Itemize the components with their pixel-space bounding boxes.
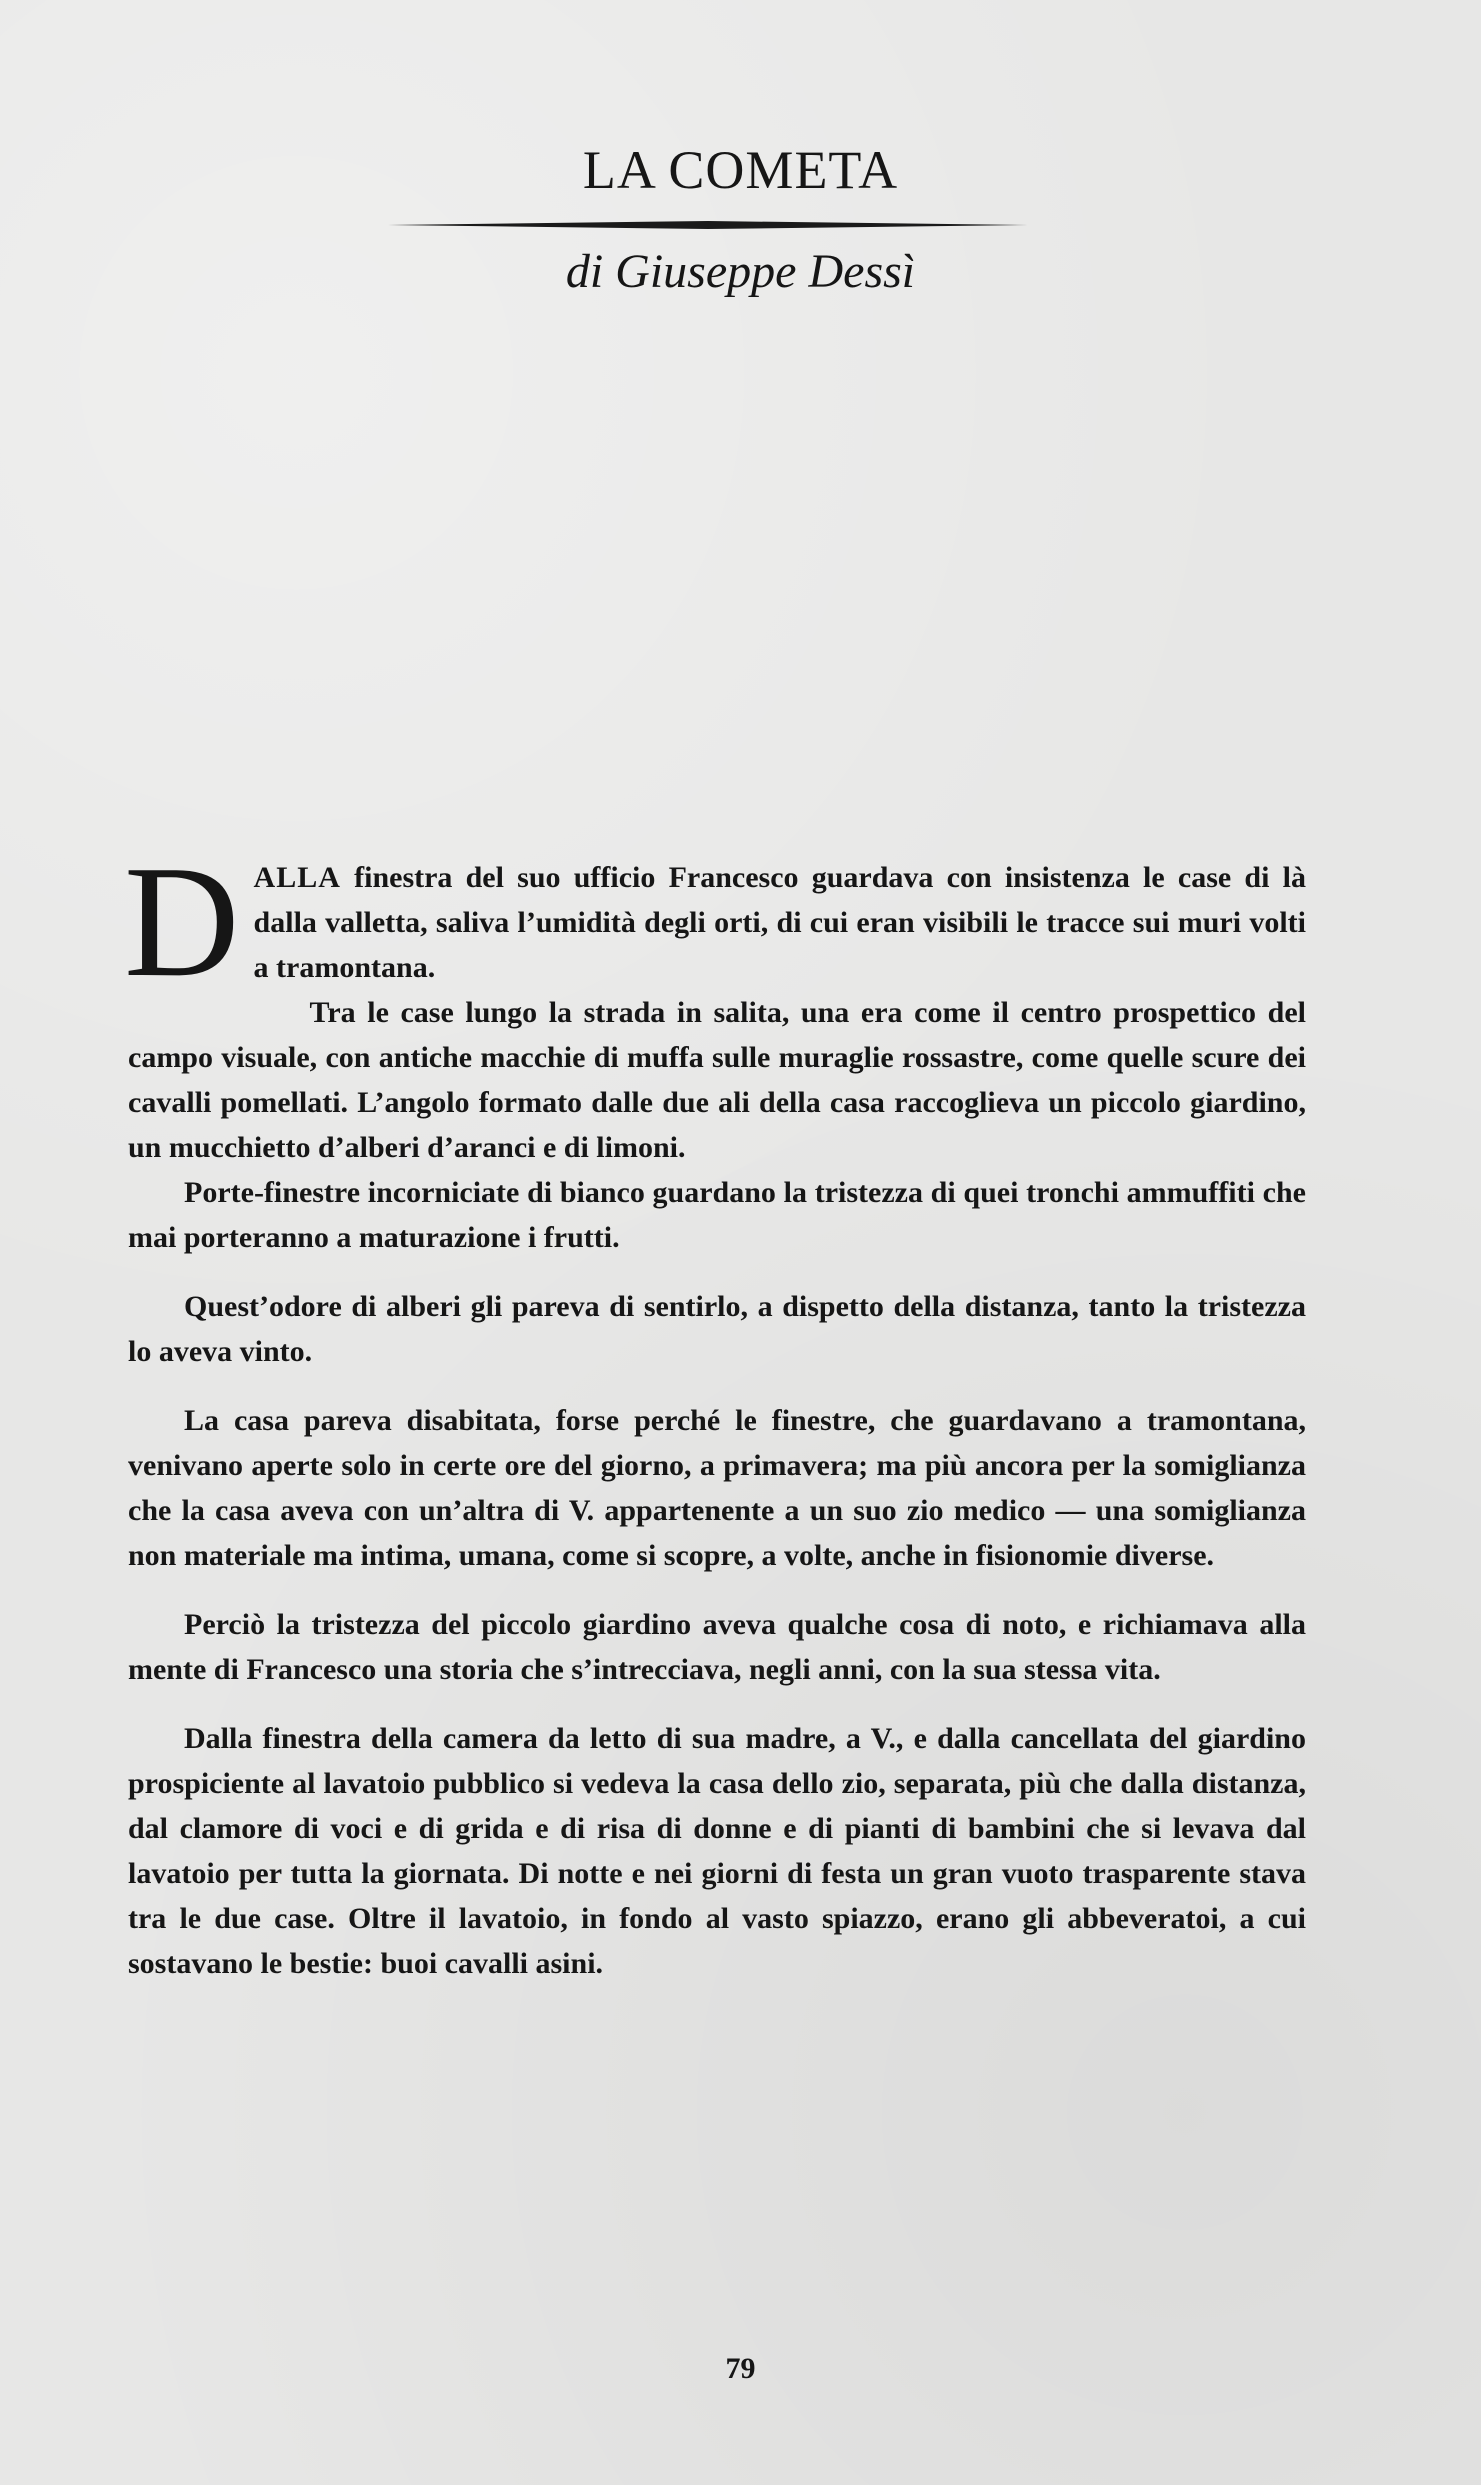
paragraph-4: Quest’odore di alberi gli pareva di sentirlo, a dispetto della distanza, tanto la tristezza lo aveva vinto. — [128, 1290, 1306, 1368]
paragraph-lead: ALLA — [253, 861, 341, 894]
article-body — [124, 832, 1306, 1986]
paragraph-2: Tra le case lungo la strada in salita, una era come il centro prospettico del campo visuale, con antiche macchie di muffa sulle muraglie rossastre, come quelle scure dei cavalli pomellati. L’angolo formato dalle due ali della casa raccoglieva un piccolo giardino, un mucchietto d’alberi d’aranci e di limoni. — [128, 996, 1306, 1164]
article-title: LA COMETA — [582, 140, 899, 200]
article-author: di Giuseppe Dessì — [565, 245, 916, 298]
paragraph-7: Dalla finestra della camera da letto di sua madre, a V., e dalla cancellata del giardino prospiciente al lavatoio pubblico si vedeva la casa dello zio, separata, più che dalla distanza, dal clamore di voci e di grida e di risa di donne e di pianti di bambini che si levava dal lavatoio per tutta la giornata. Di notte e nei giorni di festa un gran vuoto trasparente stava tra le due case. Oltre il lavatoio, in fondo al vasto spiazzo, erano gli abbeveratoi, a cui sostavano le bestie: buoi cavalli asini. — [128, 1722, 1306, 1980]
paragraph-1 — [124, 832, 1306, 1010]
paragraph-1-text: finestra del suo ufficio Francesco guardava con insistenza le case di là dalla valletta, saliva l’umidità degli orti, di cui eran visibili le tracce sui muri volti a tramontana. — [253, 861, 1306, 984]
paragraph-5: La casa pareva disabitata, forse perché le finestre, che guardavano a tramontana, venivano aperte solo in certe ore del giorno, a primavera; ma più ancora per la somiglianza che la casa aveva con un’altra di V. appartenente a un suo zio medico — una somiglianza non materiale ma intima, umana, come si scopre, a volte, anche in fisionomie diverse. — [128, 1404, 1306, 1572]
title-rule — [388, 220, 1028, 230]
page-number: 79 — [725, 2352, 756, 2385]
paragraph-6: Perciò la tristezza del piccolo giardino aveva qualche cosa di noto, e richiamava alla mente di Francesco una storia che s’intrecciava, negli anni, con la sua stessa vita. — [128, 1608, 1306, 1686]
paragraph-3: Porte-finestre incorniciate di bianco guardano la tristezza di quei tronchi ammuffiti che mai porteranno a maturazione i frutti. — [128, 1176, 1306, 1254]
drop-cap: D — [124, 832, 240, 1010]
